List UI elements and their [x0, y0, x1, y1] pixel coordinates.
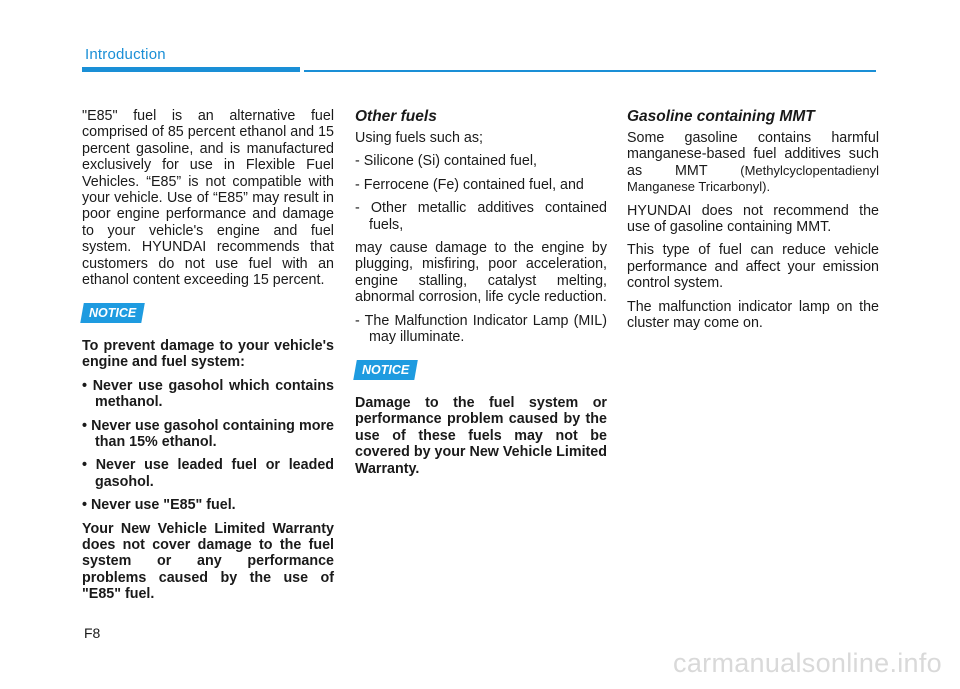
mmt-paragraph-4: The malfunction indicator lamp on the cluster may come on.: [627, 298, 879, 332]
watermark: carmanualsonline.info: [673, 648, 942, 678]
fuel-list-item: - Ferrocene (Fe) contained fuel, and: [355, 176, 584, 193]
mmt-paragraph-3: This type of fuel can reduce vehicle performance and affect your emission control system.: [627, 242, 879, 292]
mmt-paragraph-2: HYUNDAI does not recommend the use of gasoline containing MMT.: [627, 202, 879, 236]
bullet-item: • Never use gasohol which contains methanol.: [82, 377, 334, 411]
header-rule-thin: [304, 70, 876, 72]
fuel-list-item: - Other metallic additives contained fuels,: [355, 200, 607, 233]
other-fuels-heading: Other fuels: [355, 108, 437, 125]
e85-intro-paragraph: "E85" fuel is an alternative fuel comprised of 85 percent ethanol and 15 percent gasoline, and is manufactured exclusively for use in Flexible Fuel Vehicles. “E85” is not compatible with your vehicle. Use of “E85” may result in poor engine performance and damage to your vehicle's engine and fuel system. HYUNDAI recommends that customers do not use fuel with an ethanol content exceeding 15 percent.: [82, 108, 334, 289]
notice-badge: NOTICE: [353, 360, 418, 380]
fuel-list-item: - Silicone (Si) contained fuel,: [355, 153, 537, 170]
page-number: F8: [84, 625, 101, 641]
column-3: [627, 108, 879, 338]
damage-paragraph: may cause damage to the engine by plugging, misfiring, poor acceleration, engine stalling, catalyst melting, abnormal corrosion, life cycle reduction.: [355, 240, 607, 306]
mil-item: - The Malfunction Indicator Lamp (MIL) may illuminate.: [355, 312, 607, 346]
bullet-item: • Never use "E85" fuel.: [82, 497, 236, 514]
notice-badge: NOTICE: [80, 303, 145, 323]
bullet-item: • Never use gasohol containing more than 15% ethanol.: [82, 417, 334, 450]
column-1: [82, 108, 334, 610]
section-title: Introduction: [85, 46, 166, 63]
notice-lead: To prevent damage to your vehicle's engine and fuel system:: [82, 337, 334, 371]
mmt-paragraph-1: Some gasoline contains harmful manganese-based fuel additives such as MMT (Methylcyclopentadienyl Manganese Tricarbonyl).: [627, 130, 879, 195]
mmt-heading: Gasoline containing MMT: [627, 108, 815, 125]
bullet-item: • Never use leaded fuel or leaded gasohol.: [82, 457, 334, 490]
header-rule-thick: [82, 67, 300, 72]
column-2: [355, 108, 607, 484]
other-fuels-lead: Using fuels such as;: [355, 130, 483, 146]
warranty-note: Your New Vehicle Limited Warranty does not cover damage to the fuel system or any performance problems caused by the use of "E85" fuel.: [82, 520, 334, 603]
notice-text: Damage to the fuel system or performance problem caused by the use of these fuels may not be covered by your New Vehicle Limited Warranty.: [355, 394, 607, 477]
